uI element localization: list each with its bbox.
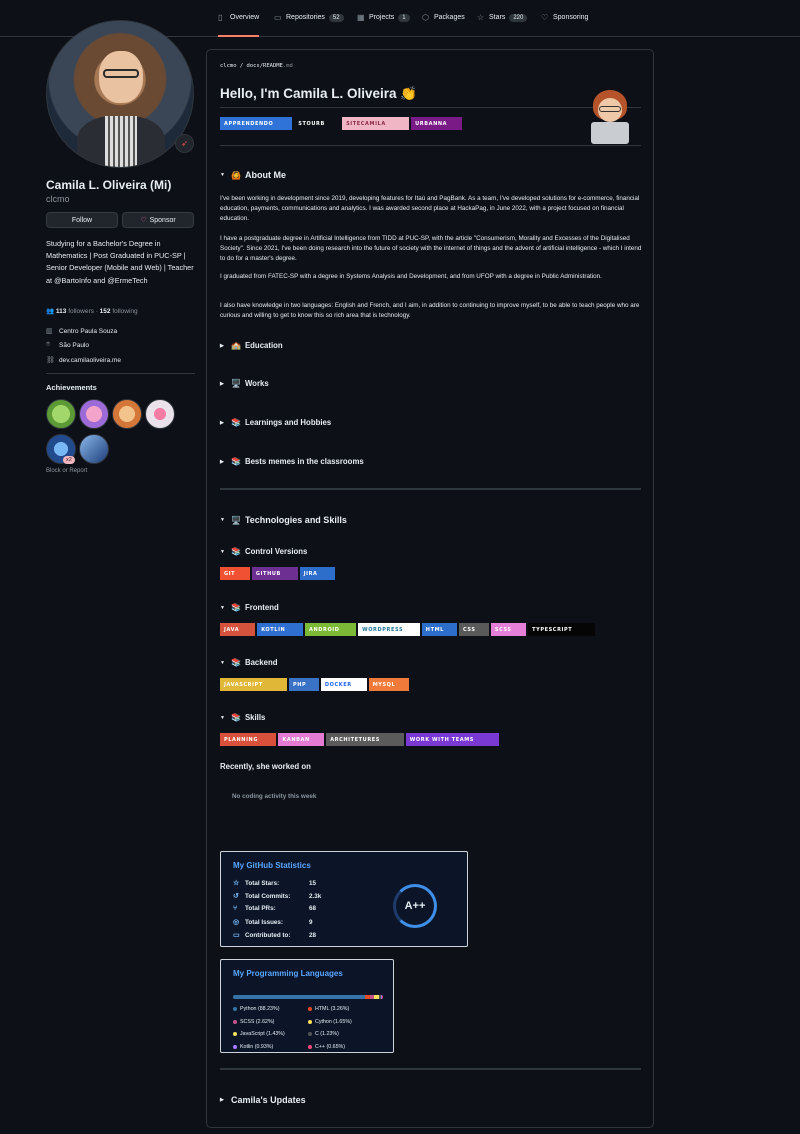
public-sponsor-badge-icon[interactable] <box>145 399 175 429</box>
mysql-shield[interactable]: MYSQL <box>369 678 410 691</box>
caret-right-icon: ▶ <box>220 1097 224 1103</box>
avatar-shape <box>103 69 139 78</box>
language-label: JavaScript (1.43%) <box>240 1031 285 1037</box>
count-badge: 1 <box>398 14 409 22</box>
language-color-dot <box>233 1032 237 1036</box>
book-icon: ▯ <box>218 13 223 22</box>
languages-title: My Programming Languages <box>233 969 343 978</box>
readme-path: clcmo / docs/README.md <box>220 63 293 69</box>
language-color-dot <box>308 1007 312 1011</box>
computer-icon: 🖥️ <box>231 379 241 388</box>
jira-shield[interactable]: JIRA <box>300 567 335 580</box>
language-item <box>308 1006 349 1012</box>
learnings-collapsible[interactable]: ▶ 📚 Learnings and Hobbies <box>220 418 332 427</box>
kotlin-shield[interactable]: KOTLIN <box>257 623 303 636</box>
divider <box>220 1068 641 1070</box>
php-shield[interactable]: PHP <box>289 678 319 691</box>
control-versions-heading[interactable]: ▼ 📚 Control Versions <box>220 547 308 556</box>
profile-name: Camila L. Oliveira (Mi) <box>46 178 172 192</box>
wordpress-shield[interactable]: WORDPRESS <box>358 623 420 636</box>
language-label: Python (88.23%) <box>240 1006 280 1012</box>
memoji-image <box>587 90 633 144</box>
table-icon: ▦ <box>357 13 365 22</box>
language-item <box>308 1031 339 1037</box>
language-label: SCSS (2.62%) <box>240 1018 275 1025</box>
divider <box>220 488 641 490</box>
tab-overview[interactable]: ▯ Overview <box>218 14 259 37</box>
caret-down-icon: ▼ <box>220 714 225 721</box>
person-gesture-icon: 🙆 <box>231 170 241 180</box>
books-icon: 📚 <box>231 658 241 667</box>
profile-bio: Studying for a Bachelor's Degree in Mathematics | Post Graduated in PUC-SP | Senior Developer (Mobile and Web) | Teacher at @BartoInfo and @ErmeTech <box>46 239 194 285</box>
language-bar-segment <box>382 995 383 999</box>
caret-right-icon: ▶ <box>220 342 224 349</box>
work-with-teams-shield[interactable]: WORK WITH TEAMS <box>406 733 500 746</box>
language-bar <box>233 995 383 999</box>
github-stats-card[interactable] <box>220 851 468 947</box>
language-color-dot <box>308 1020 312 1024</box>
language-item <box>308 1044 345 1050</box>
tab-projects[interactable]: ▦ Projects 1 <box>357 14 410 34</box>
caret-down-icon: ▼ <box>220 172 225 178</box>
language-label: HTML (3.26%) <box>315 1006 350 1012</box>
planning-shield[interactable]: PLANNING <box>220 733 276 746</box>
readme-panel <box>206 49 654 1128</box>
divider <box>220 145 641 146</box>
block-or-report-link[interactable]: Block or Report <box>46 468 88 474</box>
caret-right-icon: ▶ <box>220 419 224 426</box>
books-icon: 📚 <box>231 713 241 722</box>
no-activity-text: No coding activity this week <box>232 793 317 800</box>
location-icon: ⌾ <box>46 341 51 348</box>
architetures-shield[interactable]: ARCHITETURES <box>326 733 404 746</box>
stat-row: ◎ Total Issues: 9 <box>233 918 313 926</box>
caret-down-icon: ▼ <box>220 517 225 523</box>
starstruck-badge-icon[interactable] <box>112 399 142 429</box>
about-paragraph: I have a postgraduate degree in Artificial Intelligence from TIDD at PUC-SP, with the article "Consumerism, Morality and Excesses of the Digitalised Society". Since 2021, I've been doing research into the future of society with the internet of things and the advent of artificial intelligence - which I intend to do for a master's degree. <box>220 235 642 263</box>
arctic-code-vault-badge-icon[interactable] <box>79 434 109 464</box>
language-item <box>233 1019 274 1025</box>
readme-title: Hello, I'm Camila L. Oliveira 👏 <box>220 86 418 101</box>
language-item <box>233 1031 285 1037</box>
scss-shield[interactable]: SCSS <box>491 623 526 636</box>
stat-row: ▭ Contributed to: 28 <box>233 931 317 939</box>
pull-request-icon: ⑂ <box>233 905 238 912</box>
separator-dot: · <box>95 308 98 315</box>
tab-repositories[interactable]: ▭ Repositories 52 <box>274 14 344 34</box>
language-color-dot <box>233 1020 237 1024</box>
following-label[interactable]: following <box>112 308 138 315</box>
apprendendo-shield[interactable]: APPRENDENDO <box>220 117 292 130</box>
follow-button[interactable]: Follow <box>46 212 118 228</box>
books-icon: 📚 <box>231 457 241 466</box>
caret-down-icon: ▼ <box>220 548 225 555</box>
profile-location: ⌾ São Paulo <box>46 341 89 349</box>
books-icon: 📚 <box>231 418 241 427</box>
heart-icon: ♡ <box>541 13 549 22</box>
kanban-shield[interactable]: KANBAN <box>278 733 324 746</box>
achievements-title: Achievements <box>46 383 97 392</box>
rocket-icon[interactable]: ➶ <box>175 134 194 153</box>
caret-right-icon: ▶ <box>220 380 224 387</box>
language-item <box>308 1019 352 1025</box>
works-collapsible[interactable]: ▶ 🖥️ Works <box>220 379 269 388</box>
language-item <box>233 1006 279 1012</box>
tab-packages[interactable]: ⬡ Packages <box>422 13 465 22</box>
achievement-count: x2 <box>63 456 75 464</box>
avatar[interactable] <box>46 20 194 168</box>
following-count[interactable]: 152 <box>99 308 111 315</box>
count-badge: 220 <box>509 14 527 22</box>
caret-down-icon: ▼ <box>220 604 225 611</box>
star-icon: ☆ <box>477 13 485 22</box>
yolo-badge-icon[interactable] <box>79 399 109 429</box>
android-shield[interactable]: ANDROID <box>305 623 356 636</box>
skills-heading[interactable]: ▼ 📚 Skills <box>220 713 266 722</box>
recent-work-heading: Recently, she worked on <box>220 762 311 771</box>
divider <box>46 373 195 374</box>
profile-company: ▥ Centro Paula Souza <box>46 327 118 335</box>
tech-skills-heading[interactable]: ▼ 🖥️ Technologies and Skills <box>220 515 347 525</box>
stats-title: My GitHub Statistics <box>233 861 311 870</box>
language-color-dot <box>233 1007 237 1011</box>
pair-extraordinaire-badge-icon[interactable] <box>46 399 76 429</box>
languages-card[interactable] <box>220 959 394 1053</box>
followers-count[interactable]: 113 <box>55 308 67 315</box>
about-paragraph: I've been working in development since 2019, developing features for Itaú and PagBank. As a team, I've developed solutions for e-commerce, financial education, payments, communications and analytics. I was awarded second place at HackaPag, in June 2022, with a project focused on financial education. <box>220 195 640 223</box>
html-shield[interactable]: HTML <box>422 623 457 636</box>
java-shield[interactable]: JAVA <box>220 623 255 636</box>
stat-row: ↺ Total Commits: 2.3k <box>233 892 322 900</box>
docker-shield[interactable]: DOCKER <box>321 678 367 691</box>
repo-icon: ▭ <box>233 932 240 939</box>
avatar-shape <box>105 116 137 168</box>
laptop-icon <box>591 122 629 144</box>
language-label: C (1.23%) <box>315 1031 339 1037</box>
link-icon: ⛓ <box>46 357 55 364</box>
language-item <box>233 1044 273 1050</box>
updates-collapsible[interactable]: ▶ Camila's Updates <box>220 1095 306 1105</box>
caret-down-icon: ▼ <box>220 659 225 666</box>
sitecamila-shield[interactable]: SITECAMILA <box>342 117 409 130</box>
count-badge: 52 <box>329 14 344 22</box>
profile-login: clcmo <box>46 194 70 204</box>
javascript-shield[interactable]: JAVASCRIPT <box>220 678 287 691</box>
frontend-heading[interactable]: ▼ 📚 Frontend <box>220 603 279 612</box>
history-icon: ↺ <box>233 893 239 900</box>
package-icon: ⬡ <box>422 13 429 22</box>
language-bar-segment <box>233 995 365 999</box>
language-color-dot <box>308 1045 312 1049</box>
divider <box>220 107 641 108</box>
heart-icon: ♡ <box>140 217 147 224</box>
language-color-dot <box>308 1032 312 1036</box>
git-shield[interactable]: GIT <box>220 567 250 580</box>
tab-stars[interactable]: ☆ Stars 220 <box>477 14 527 34</box>
computer-icon: 🖥️ <box>231 515 241 525</box>
star-icon: ☆ <box>233 880 240 887</box>
tab-sponsoring[interactable]: ♡ Sponsoring <box>541 13 589 22</box>
repo-icon: ▭ <box>274 13 282 22</box>
stat-row: ⑂ Total PRs: 68 <box>233 905 317 912</box>
github-shield[interactable]: GITHUB <box>252 567 298 580</box>
profile-website[interactable]: ⛓ dev.camilaoliveira.me <box>46 356 122 364</box>
books-icon: 📚 <box>231 547 241 556</box>
css-shield[interactable]: CSS <box>459 623 489 636</box>
stourb-shield[interactable]: STOURB <box>294 117 340 130</box>
books-icon: 📚 <box>231 603 241 612</box>
memoji-shape <box>599 106 621 112</box>
language-label: C++ (0.65%) <box>315 1043 346 1050</box>
issue-icon: ◎ <box>233 919 240 926</box>
language-label: Kotlin (0.93%) <box>240 1043 274 1050</box>
follow-stats <box>46 307 138 315</box>
about-paragraph: I graduated from FATEC-SP with a degree in Systems Analysis and Development, and from UFOP with a degree in Public Administration. <box>220 273 602 280</box>
sponsor-button[interactable]: ♡ Sponsor <box>122 212 194 228</box>
about-paragraph: I also have knowledge in two languages: English and French, and I aim, in addition to continuing to improve myself, to be able to teach people who are curious and willing to get to know this so rich area that is technology. <box>220 302 640 320</box>
caret-right-icon: ▶ <box>220 458 224 465</box>
organization-icon: ▥ <box>46 328 53 335</box>
stat-row: ☆ Total Stars: 15 <box>233 879 317 887</box>
language-color-dot <box>233 1045 237 1049</box>
followers-label[interactable]: followers <box>68 308 94 315</box>
memes-collapsible[interactable]: ▶ 📚 Bests memes in the classrooms <box>220 457 364 466</box>
school-icon: 🏫 <box>231 341 241 350</box>
people-icon: 👥 <box>46 308 55 315</box>
urbanna-shield[interactable]: URBANNA <box>411 117 462 130</box>
typescript-shield[interactable]: TYPESCRIPT <box>528 623 595 636</box>
education-collapsible[interactable]: ▶ 🏫 Education <box>220 341 283 350</box>
language-label: Cython (1.65%) <box>315 1018 352 1025</box>
quickdraw-badge-icon[interactable] <box>46 434 76 464</box>
grade-text: A++ <box>404 900 426 912</box>
about-me-heading[interactable]: ▼ 🙆 About Me <box>220 170 286 180</box>
backend-heading[interactable]: ▼ 📚 Backend <box>220 658 278 667</box>
